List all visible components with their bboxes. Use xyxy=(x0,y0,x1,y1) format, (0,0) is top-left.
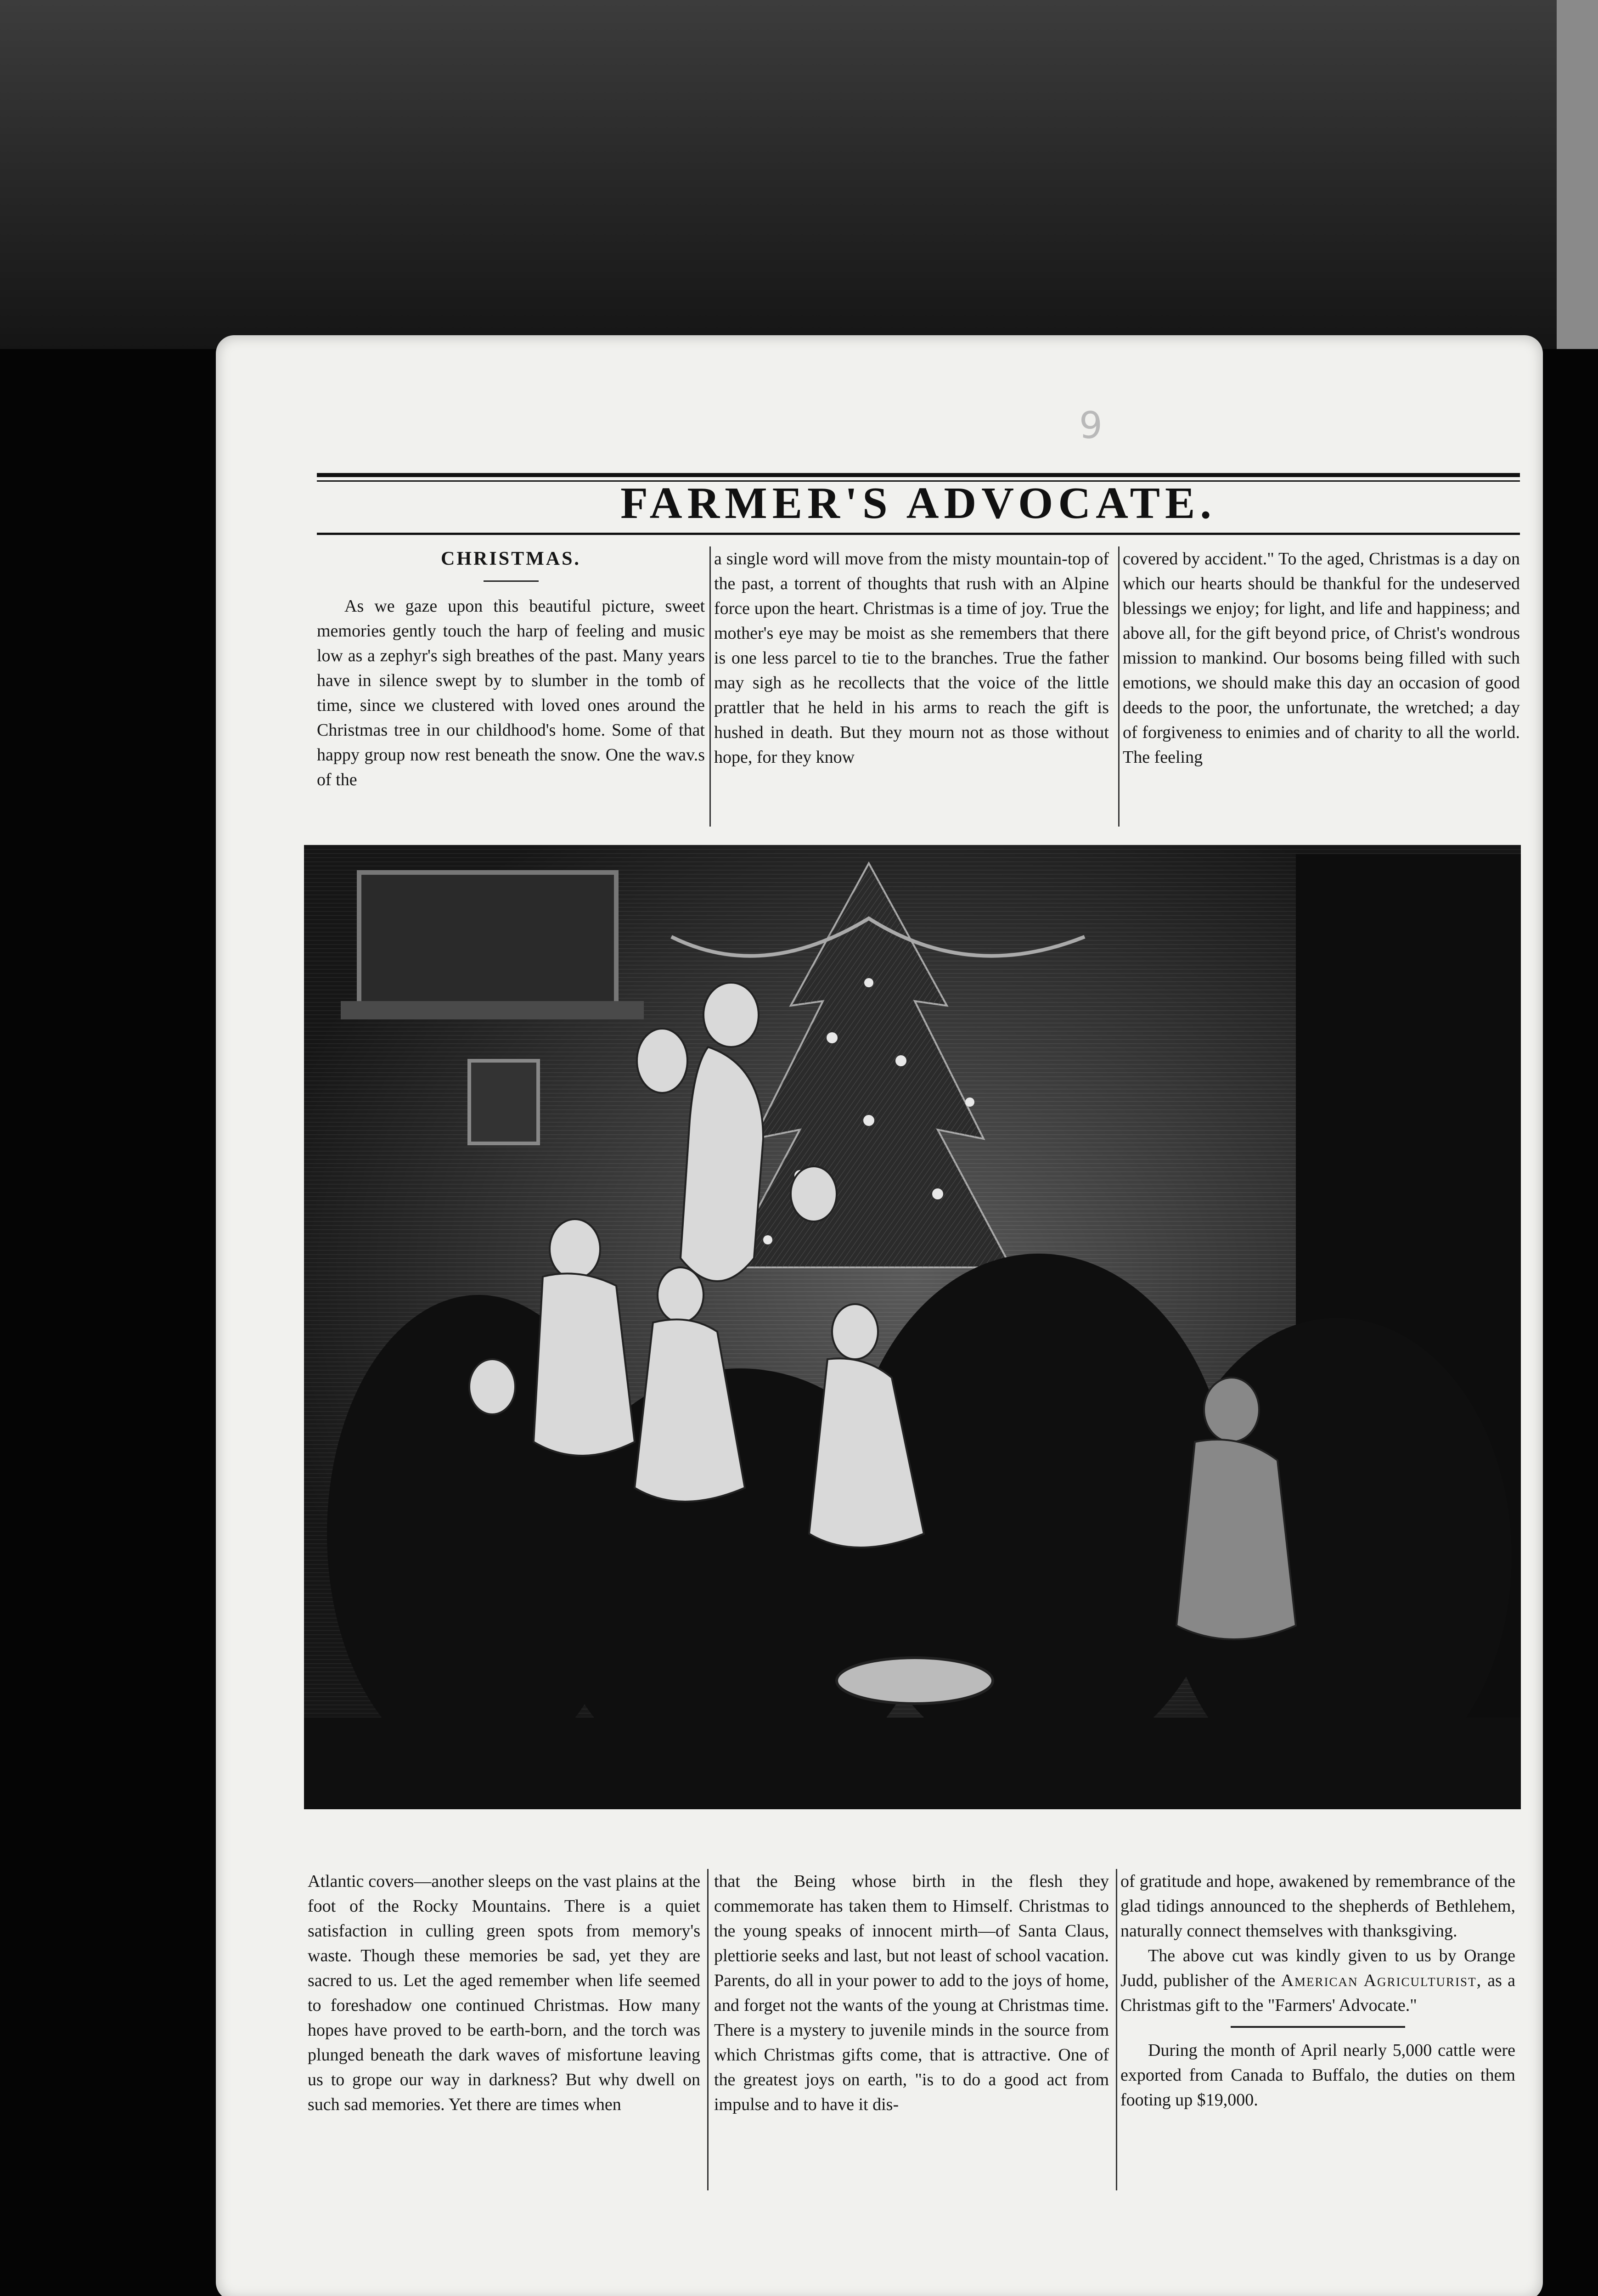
article-column-2-bottom xyxy=(714,1869,1109,2117)
folio-number: 9 xyxy=(1079,404,1103,447)
column-separator xyxy=(1116,1869,1117,2190)
heading-rule xyxy=(484,580,539,582)
article-column-3-top xyxy=(1123,546,1520,770)
article-column-1-top xyxy=(317,546,705,792)
article-paragraph: of gratitude and hope, awakened by remembrance of the glad tidings announced to the shepherds of Bethlehem, naturally connect themselves with thanksgiving. xyxy=(1120,1872,1515,1941)
decorative-rule xyxy=(1231,2026,1405,2028)
scan-edge xyxy=(1557,0,1598,349)
engraving-picture xyxy=(304,845,1521,1809)
article-paragraph: As we gaze upon this beautiful picture, sweet memories gently touch the harp of feeling and music low as a zephyr's sigh breathes of the past. Many years have in silence swept by to slumber in the tomb of time, since we clustered with loved ones around the Christmas tree in our childhood's home. Some of that happy group now rest beneath the snow. One the wav.s of the xyxy=(317,597,705,789)
credit-text: The above cut was kindly given to us by Orange Judd, publisher of the xyxy=(1120,1946,1515,1990)
christmas-tree-engraving xyxy=(304,845,1521,1809)
masthead-rule-top xyxy=(317,473,1520,477)
article-paragraph: covered by accident." To the aged, Christmas is a day on which our hearts should be thankful for the undeserved blessings we enjoy; for light, and life and happiness; and above all, for the gift beyond price, of Christ's wondrous mission to mankind. Our bosoms being filled with such emotions, we should make this day an occasion of good deeds to the poor, the unfortunate, the wretched; a day of forgiveness to enimies and of charity to all the world. The feeling xyxy=(1123,549,1520,767)
engraving-credit xyxy=(1120,1943,1515,2018)
column-separator xyxy=(709,546,711,827)
column-separator xyxy=(1118,546,1120,827)
article-paragraph: that the Being whose birth in the flesh they commemorate has taken them to Himself. Christmas to the young speaks of innocent mirth—of Santa Claus, plettiorie seeks and last, but not least of school vacation. Parents, do all in your power to add to the joys of home, and forget not the wants of the young at Christmas time. There is a mystery to juvenile minds in the source from which Christmas gifts come, that is attractive. One of the greatest joys on earth, "is to do a good act from impulse and to have it dis- xyxy=(714,1872,1109,2114)
article-paragraph: Atlantic covers—another sleeps on the vast plains at the foot of the Rocky Mountains. There is a quiet satisfaction in culling green spots from memory's waste. Though these memories be sad, yet they are sacred to us. Let the aged remember when life seemed to foreshadow one continued Christmas. How many hopes have proved to be earth-born, and the torch was plunged beneath the dark waves of misfortune leaving us to grope our way in darkness? But why dwell on such sad memories. Yet there are times when xyxy=(308,1872,700,2114)
column-separator xyxy=(707,1869,709,2190)
article-heading: CHRISTMAS. xyxy=(441,548,581,569)
credit-text-end: as a Christmas gift to the "Farmers' Advocate." xyxy=(1120,1971,1515,2015)
scan-background xyxy=(0,0,1598,349)
masthead-title: FARMER'S ADVOCATE. xyxy=(620,478,1216,528)
news-item-cattle-export: During the month of April nearly 5,000 cattle were exported from Canada to Buffalo, the duties on them footing up $19,000. xyxy=(1120,2041,1515,2110)
masthead-rule-bottom xyxy=(317,533,1520,535)
article-column-2-top xyxy=(714,546,1109,770)
article-paragraph: a single word will move from the misty mountain-top of the past, a torrent of thoughts that rush with an Alpine force upon the heart. Christmas is a time of joy. True the mother's eye may be moist as she remembers that there is one less parcel to tie to the branches. True the father may sigh as he recollects that the voice of the little prattler that he held in his arms to reach the gift is hushed in death. But they mourn not as those without hope, for they know xyxy=(714,549,1109,767)
credit-publication: American Agriculturist, xyxy=(1281,1971,1482,1990)
article-column-1-bottom xyxy=(308,1869,700,2117)
article-column-3-bottom xyxy=(1120,1869,1515,2112)
